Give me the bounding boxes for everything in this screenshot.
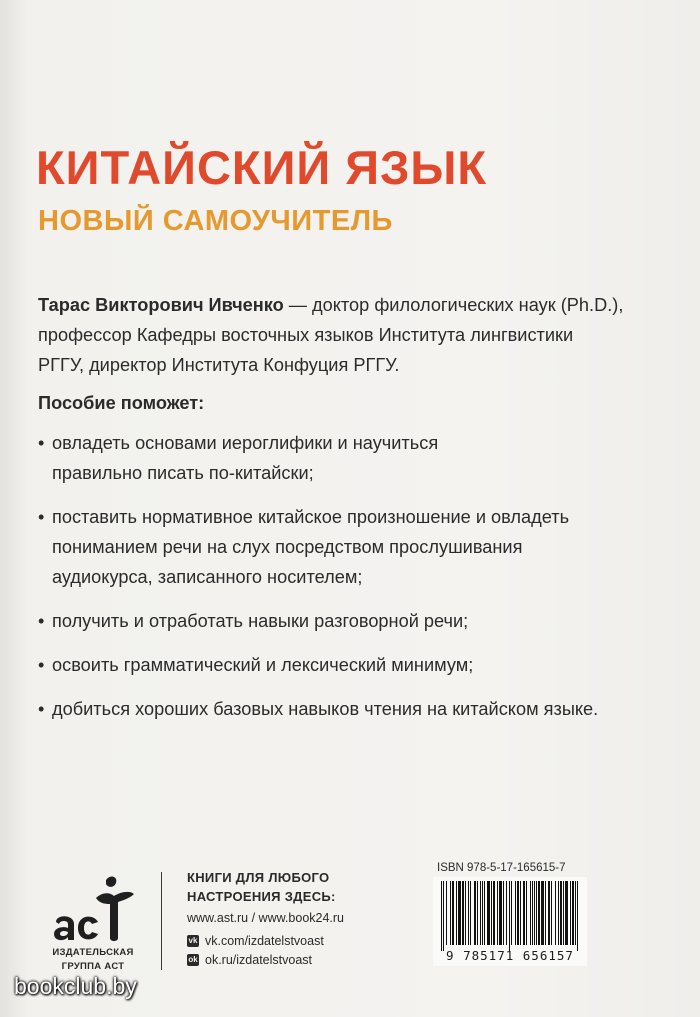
barcode-bar <box>563 881 564 945</box>
barcode-bar <box>526 881 527 945</box>
barcode-bar <box>503 881 504 945</box>
ok-icon: ok <box>188 955 198 964</box>
barcode-bar <box>509 881 510 951</box>
barcode-bar <box>538 881 540 945</box>
barcode-bar <box>558 881 559 945</box>
barcode-bar <box>511 881 512 945</box>
benefit-item <box>38 694 678 724</box>
barcode-number: 9 785171 656157 <box>446 948 574 963</box>
barcode-bar <box>534 881 535 945</box>
barcode-bar <box>520 881 521 945</box>
barcode-bar <box>506 881 507 945</box>
barcode-bar <box>530 881 531 945</box>
benefits-heading: Пособие поможет: <box>38 393 205 413</box>
barcode-bar <box>456 881 457 945</box>
isbn: ISBN 978-5-17-165615-7 <box>437 862 566 874</box>
publisher-divider <box>161 872 162 970</box>
barcode-bar <box>465 881 466 945</box>
publisher-caption-line-1: ИЗДАТЕЛЬСКАЯ <box>52 947 134 958</box>
barcode-bar <box>482 881 483 945</box>
barcode-bar <box>577 881 578 951</box>
barcode-bar <box>541 881 544 945</box>
benefit-item <box>38 502 678 592</box>
barcode-bar <box>480 881 481 945</box>
barcode-bar <box>575 881 576 945</box>
barcode <box>439 881 581 951</box>
barcode-bar <box>499 881 502 945</box>
book-title: КИТАЙСКИЙ ЯЗЫК <box>36 141 488 194</box>
barcode-bar <box>497 881 498 945</box>
vk-link-row <box>187 934 324 948</box>
benefit-item-line: аудиокурса, записанного носителем; <box>52 567 363 587</box>
benefit-item-line: • освоить грамматический и лексический минимум; <box>52 655 474 675</box>
barcode-bar <box>477 881 478 945</box>
barcode-bar <box>572 881 574 945</box>
benefit-item <box>38 650 678 680</box>
author-bio-line-1 <box>38 290 678 320</box>
books-slogan <box>187 868 336 906</box>
barcode-bar <box>555 881 556 945</box>
barcode-bar <box>532 881 533 945</box>
author-bio-line-2: профессор Кафедры восточных языков Института лингвистики <box>38 325 574 345</box>
author-name: Тарас Викторович Ивченко <box>38 295 284 315</box>
publisher-websites: www.ast.ru / www.book24.ru <box>187 911 345 925</box>
barcode-bar <box>551 881 552 945</box>
watermark: bookclub.by <box>14 973 137 999</box>
ok-link: ok.ru/izdatelstvoast <box>205 953 312 967</box>
benefit-item <box>38 428 678 488</box>
barcode-bar <box>458 881 461 945</box>
book-subtitle: НОВЫЙ САМОУЧИТЕЛЬ <box>38 205 393 237</box>
barcode-bar <box>443 881 444 951</box>
barcode-bar <box>523 881 525 945</box>
benefit-item-line: • получить и отработать навыки разговорной речи; <box>52 611 469 631</box>
barcode-bar <box>545 881 546 945</box>
barcode-bar <box>452 881 454 945</box>
barcode-bar <box>462 881 464 945</box>
benefits-list <box>38 428 678 738</box>
benefit-item-line: правильно писать по-китайски; <box>52 463 314 483</box>
author-title: — доктор филологических наук (Ph.D.), <box>283 295 624 315</box>
barcode-bar <box>536 881 537 945</box>
barcode-bar <box>450 881 451 945</box>
barcode-bar <box>441 881 442 951</box>
barcode-bar <box>560 881 562 945</box>
barcode-bar <box>474 881 476 945</box>
barcode-bar <box>493 881 495 945</box>
publisher-caption-line-2: ГРУППА АСТ <box>61 961 125 972</box>
vk-icon: vk <box>188 936 198 945</box>
benefit-item-line: • поставить нормативное китайское произношение и овладеть <box>52 507 570 527</box>
author-bio <box>38 290 678 380</box>
benefit-item-line: пониманием речи на слух посредством прослушивания <box>52 537 523 557</box>
barcode-bar <box>470 881 471 945</box>
books-slogan-line-2: НАСТРОЕНИЯ ЗДЕСЬ: <box>187 889 336 904</box>
barcode-bar <box>487 881 490 945</box>
barcode-bar <box>548 881 550 945</box>
barcode-bar <box>515 881 516 945</box>
barcode-bar <box>517 881 519 945</box>
ok-link-row <box>187 953 312 967</box>
barcode-bar <box>484 881 485 945</box>
barcode-bar <box>468 881 469 945</box>
barcode-bar <box>570 881 571 945</box>
books-slogan-line-1: КНИГИ ДЛЯ ЛЮБОГО <box>187 870 330 885</box>
barcode-box <box>433 877 587 966</box>
publisher-caption <box>36 946 150 974</box>
barcode-bar <box>565 881 568 945</box>
barcode-bar <box>446 881 447 945</box>
barcode-bar <box>491 881 492 945</box>
benefit-item-line: • овладеть основами иероглифики и научиться <box>52 433 439 453</box>
benefit-item <box>38 606 678 636</box>
benefit-item-line: • добиться хороших базовых навыков чтения на китайском языке. <box>52 699 599 719</box>
vk-link: vk.com/izdatelstvoast <box>205 934 324 948</box>
author-bio-line-3: РГГУ, директор Института Конфуция РГГУ. <box>38 355 400 375</box>
